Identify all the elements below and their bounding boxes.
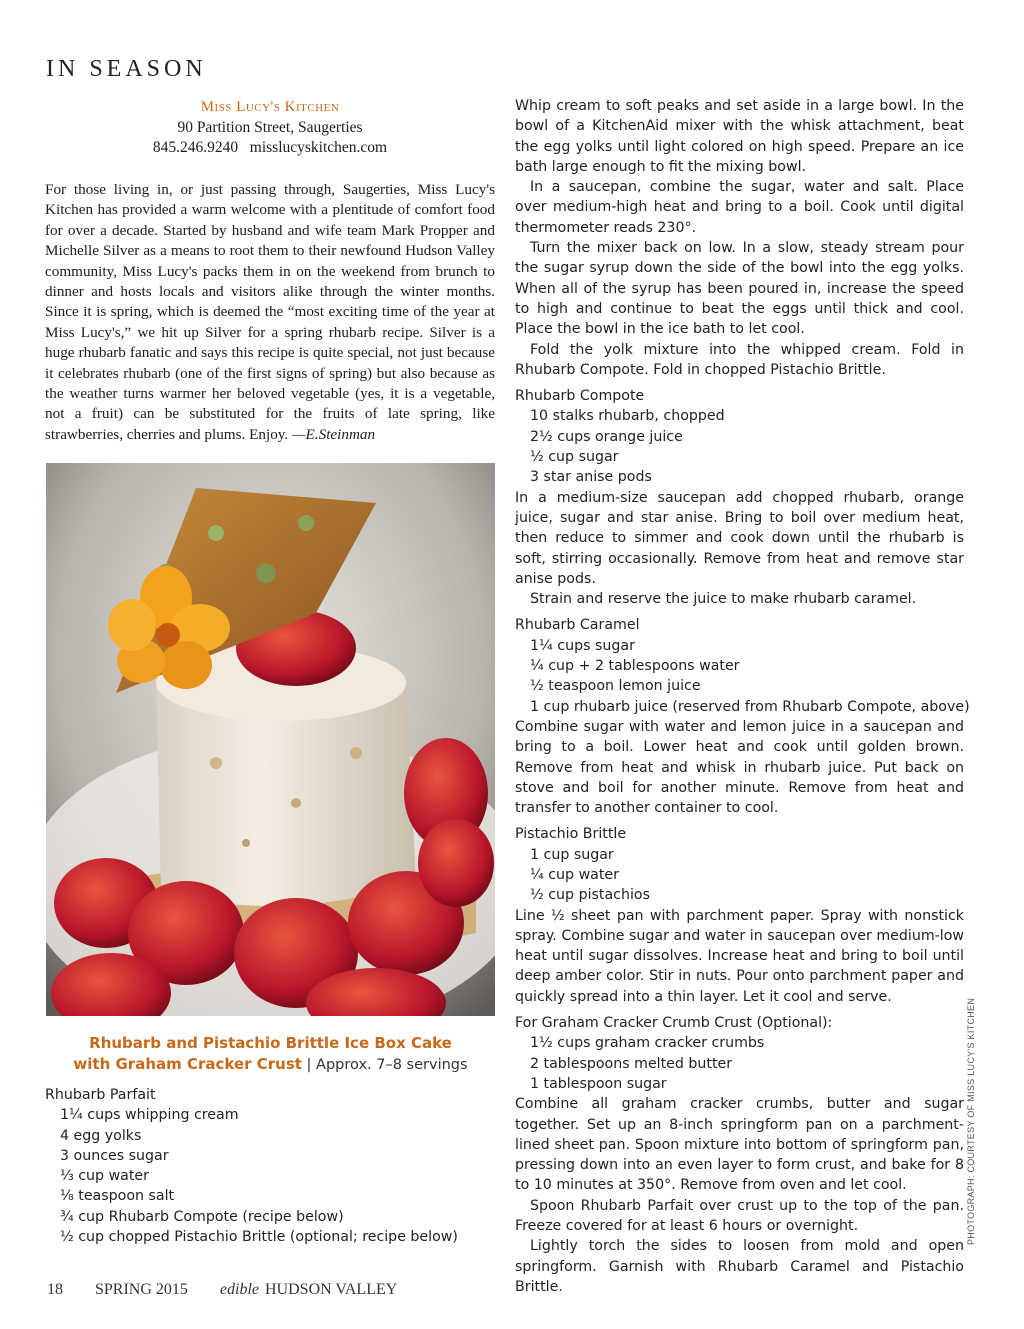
issue-label: SPRING 2015 <box>95 1281 188 1298</box>
dessert-photo-illustration <box>46 463 495 1016</box>
brittle-step: Line ½ sheet pan with parchment paper. Spray with nonstick spray. Combine sugar and water in saucepan over medium-low heat until sugar dissolves. Increase heat and bring to boil until deep amber color. Stir in nuts. Pour onto parchment paper and quickly spread into a thin layer. Let it cool and serve. <box>515 907 964 1005</box>
brittle-ingredient: ¼ cup water <box>530 866 619 883</box>
caramel-ingredient: ½ teaspoon lemon juice <box>530 678 701 695</box>
parfait-step: Whip cream to soft peaks and set aside in a large bowl. In the bowl of a KitchenAid mixer with the whisk attachment, beat the egg yolks until light colored on high speed. Prepare an ice bath large enough to fit the mixing bowl. <box>515 98 964 175</box>
parfait-ingredient: ¾ cup Rhubarb Compote (recipe below) <box>60 1208 344 1225</box>
compote-step: Strain and reserve the juice to make rhubarb caramel. <box>530 591 917 608</box>
caramel-section <box>515 615 970 818</box>
parfait-step: Turn the mixer back on low. In a slow, steady stream pour the sugar syrup down the side of the bowl into the egg yolks. When all of the syrup has been poured in, increase the speed to high and continue to beat the eggs until thick and cool. Place the bowl in the ice bath to let cool. <box>515 240 964 338</box>
compote-step: In a medium-size saucepan add chopped rhubarb, orange juice, sugar and star anise. Bring to boil over medium heat, then reduce to simmer and cook down until the rhubarb is soft, stirring occasionally. Remove from heat and remove star anise pods. <box>515 489 964 587</box>
venue-name: Miss Lucy's Kitchen <box>200 99 340 115</box>
venue-address: 90 Partition Street, Saugerties <box>177 119 363 136</box>
crust-section <box>515 1013 964 1297</box>
dessert-photo <box>46 463 495 1016</box>
recipe-caption <box>46 1033 495 1076</box>
crust-step: Spoon Rhubarb Parfait over crust up to the top of the pan. Freeze covered for at least 6 hours or overnight. <box>515 1197 964 1235</box>
crust-ingredient: 2 tablespoons melted butter <box>530 1055 733 1072</box>
section-heading: IN SEASON <box>46 56 207 82</box>
crust-step: Combine all graham cracker crumbs, butter and sugar together. Set up an 8-inch springform pan on a parchment-lined sheet pan. Spoon mixture into bottom of springform pan, pressing down into an even layer to form crust, and bake for 8 to 10 minutes at 350°. Remove from oven and let cool. <box>515 1096 964 1194</box>
left-column <box>45 96 495 445</box>
parfait-ingredient: ½ cup chopped Pistachio Brittle (optional; recipe below) <box>60 1229 458 1246</box>
compote-ingredient: 2½ cups orange juice <box>530 428 683 445</box>
recipe-servings: | Approx. 7–8 servings <box>301 1057 468 1073</box>
parfait-ingredient: 3 ounces sugar <box>60 1147 169 1164</box>
brittle-ingredient: 1 cup sugar <box>530 846 614 863</box>
crust-step: Lightly torch the sides to loosen from mold and open springform. Garnish with Rhubarb Caramel and Pistachio Brittle. <box>515 1238 964 1295</box>
brittle-section <box>515 824 964 1007</box>
intro-text: For those living in, or just passing through, Saugerties, Miss Lucy's Kitchen has provided a warm welcome with a plentitude of comfort food for over a decade. Started by husband and wife team Mark Propper and Michelle Silver as a means to root them to their newfound Hudson Valley community, Miss Lucy's packs them in on the weekend from brunch to dinner and hosts locals and visitors alike through the winter months. Since it is spring, which is deemed the “most exciting time of the year at Miss Lucy's,” we hit up Silver for a spring rhubarb recipe. Silver is a huge rhubarb fanatic and says this recipe is quite special, not just because it celebrates rhubarb (one of the first signs of spring) but also because as the weather turns warmer her beloved vegetable (yes, it is a vegetable, not a fruit) can be substituted for the fruits of late spring, like strawberries, cherries and plums. Enjoy. <box>45 181 495 443</box>
recipe-title-line2: with Graham Cracker Crust <box>73 1055 302 1073</box>
caramel-ingredient: 1 cup rhubarb juice (reserved from Rhubarb Compote, above) <box>530 698 970 715</box>
caramel-step: Combine sugar with water and lemon juice in a saucepan and bring to a boil. Lower heat and cook until golden brown. Remove from heat and whisk in rhubarb juice. Put back on stove and boil for another minute. Remove from heat and transfer to another container to cool. <box>515 718 964 817</box>
compote-ingredient: ½ cup sugar <box>530 449 619 466</box>
magazine-name-italic: edible <box>219 1281 259 1298</box>
brittle-heading: Pistachio Brittle <box>515 826 627 843</box>
compote-heading: Rhubarb Compote <box>515 388 645 405</box>
magazine-name: HUDSON VALLEY <box>265 1281 398 1298</box>
right-column <box>515 96 970 1297</box>
venue-block <box>45 96 495 158</box>
parfait-ingredient: 1¼ cups whipping cream <box>60 1107 239 1124</box>
caramel-ingredient: ¼ cup + 2 tablespoons water <box>530 658 740 675</box>
page-number: 18 <box>47 1281 63 1298</box>
compote-ingredient: 10 stalks rhubarb, chopped <box>530 408 725 425</box>
parfait-ingredient: 4 egg yolks <box>60 1127 142 1144</box>
recipe-title-line1: Rhubarb and Pistachio Brittle Ice Box Cake <box>89 1034 452 1052</box>
venue-contact: 845.246.9240 misslucyskitchen.com <box>152 139 388 156</box>
compote-section <box>515 386 964 609</box>
author-signature: —E.Steinman <box>292 425 376 443</box>
brittle-ingredient: ½ cup pistachios <box>530 887 650 904</box>
compote-ingredient: 3 star anise pods <box>530 469 652 486</box>
intro-paragraph <box>45 180 495 445</box>
photo-credit: PHOTOGRAPH: COURTESY OF MISS LUCY'S KITCHEN <box>966 997 976 1245</box>
parfait-section <box>45 1085 495 1247</box>
crust-ingredient: 1½ cups graham cracker crumbs <box>530 1035 765 1052</box>
page-footer <box>47 1281 425 1299</box>
caramel-heading: Rhubarb Caramel <box>515 617 640 634</box>
parfait-ingredient: ⅓ cup water <box>60 1168 149 1185</box>
parfait-heading: Rhubarb Parfait <box>45 1087 156 1103</box>
parfait-step: Fold the yolk mixture into the whipped cream. Fold in Rhubarb Compote. Fold in chopped Pistachio Brittle. <box>515 341 964 378</box>
parfait-step: In a saucepan, combine the sugar, water and salt. Place over medium-high heat and bring to a boil. Cook until digital thermometer reads 230°. <box>515 179 964 236</box>
parfait-ingredient: ⅛ teaspoon salt <box>60 1188 175 1205</box>
caramel-ingredient: 1¼ cups sugar <box>530 637 635 654</box>
crust-heading: For Graham Cracker Crumb Crust (Optional): <box>515 1015 833 1032</box>
crust-ingredient: 1 tablespoon sugar <box>530 1075 667 1092</box>
